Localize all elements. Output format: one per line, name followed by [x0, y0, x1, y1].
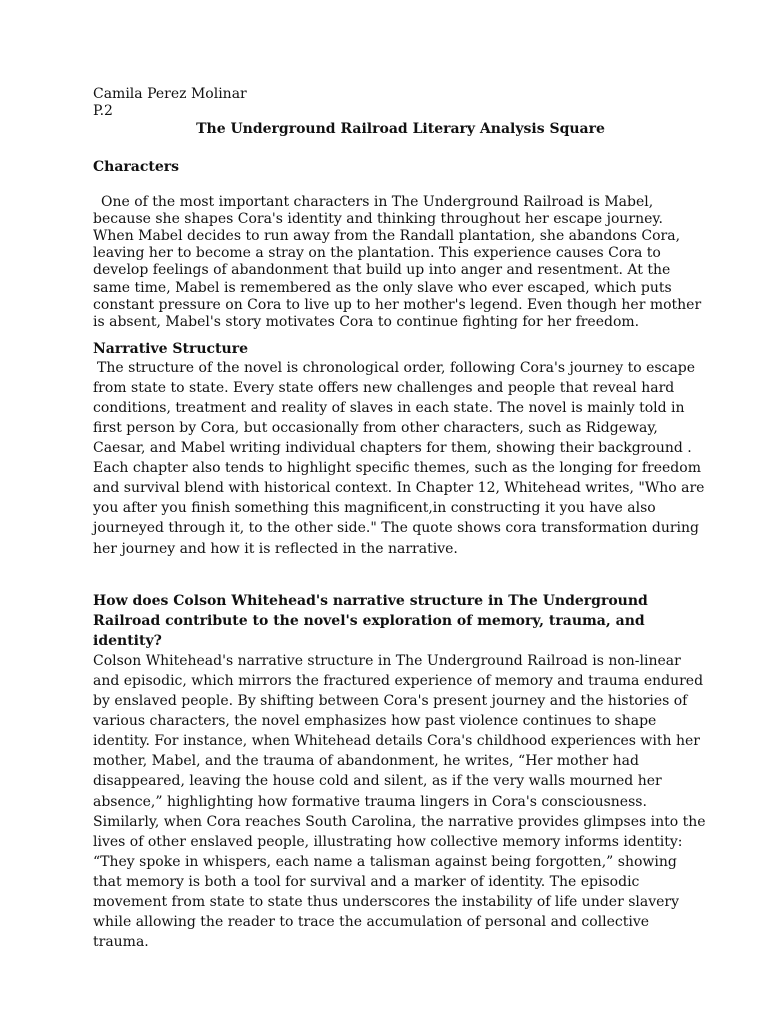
analysis-question-heading: How does Colson Whitehead's narrative structure in The Underground Railroad contribute to the novel's exploration of memory, trauma, and identity? [93, 592, 648, 649]
class-period: P.2 [93, 103, 113, 120]
author-name: Camila Perez Molinar [93, 86, 247, 102]
analysis-question-paragraph: Colson Whitehead's narrative structure in The Underground Railroad is non-linear and episodic, which mirrors the fractured experience of memory and trauma endured by enslaved people. By shifting between Cora's present journey and the histories of various characters, the novel emphasizes how past violence continues to shape identity. For instance, when Whitehead details Cora's childhood experiences with her mother, Mabel, and the trauma of abandonment, he writes, “Her mother had disappeared, leaving the house cold and silent, as if the very walls mourned her absence,” highlighting how formative trauma lingers in Cora's consciousness. Similarly, when Cora reaches South Carolina, the narrative provides glimpses into the lives of other enslaved people, illustrating how collective memory informs identity: “They spoke in whispers, each name a talisman against being forgotten,” showing that memory is both a tool for survival and a marker of identity. The episodic movement from state to state thus underscores the instability of life under slavery while allowing the reader to trace the accumulation of personal and collective trauma. [93, 652, 706, 951]
narrative-structure-heading: Narrative Structure [93, 341, 248, 358]
characters-paragraph: One of the most important characters in The Underground Railroad is Mabel, because she shapes Cora's identity and thinking throughout her escape journey. When Mabel decides to run away from the Randall plantation, she abandons Cora, leaving her to become a stray on the plantation. This experience causes Cora to develop feelings of abandonment that build up into anger and resentment. At the same time, Mabel is remembered as the only slave who ever escaped, which puts constant pressure on Cora to live up to her mother's legend. Even though her mother is absent, Mabel's story motivates Cora to continue fighting for her freedom. [93, 193, 702, 331]
characters-heading: Characters [93, 159, 179, 176]
narrative-structure-paragraph: The structure of the novel is chronological order, following Cora's journey to escape from state to state. Every state offers new challenges and people that reveal hard conditions, treatment and reality of slaves in each state. The novel is mainly told in first person by Cora, but occasionally from other characters, such as Ridgeway, Caesar, and Mabel writing individual chapters for them, showing their background . Each chapter also tends to highlight specific themes, such as the longing for freedom and survival blend with historical context. In Chapter 12, Whitehead writes, "Who are you after you finish something this magnificent,in constructing it you have also journeyed through it, to the other side." The quote shows cora transformation during her journey and how it is reflected in the narrative. [93, 359, 705, 557]
document-page [93, 86, 708, 952]
document-title: The Underground Railroad Literary Analysis Square [196, 120, 605, 137]
